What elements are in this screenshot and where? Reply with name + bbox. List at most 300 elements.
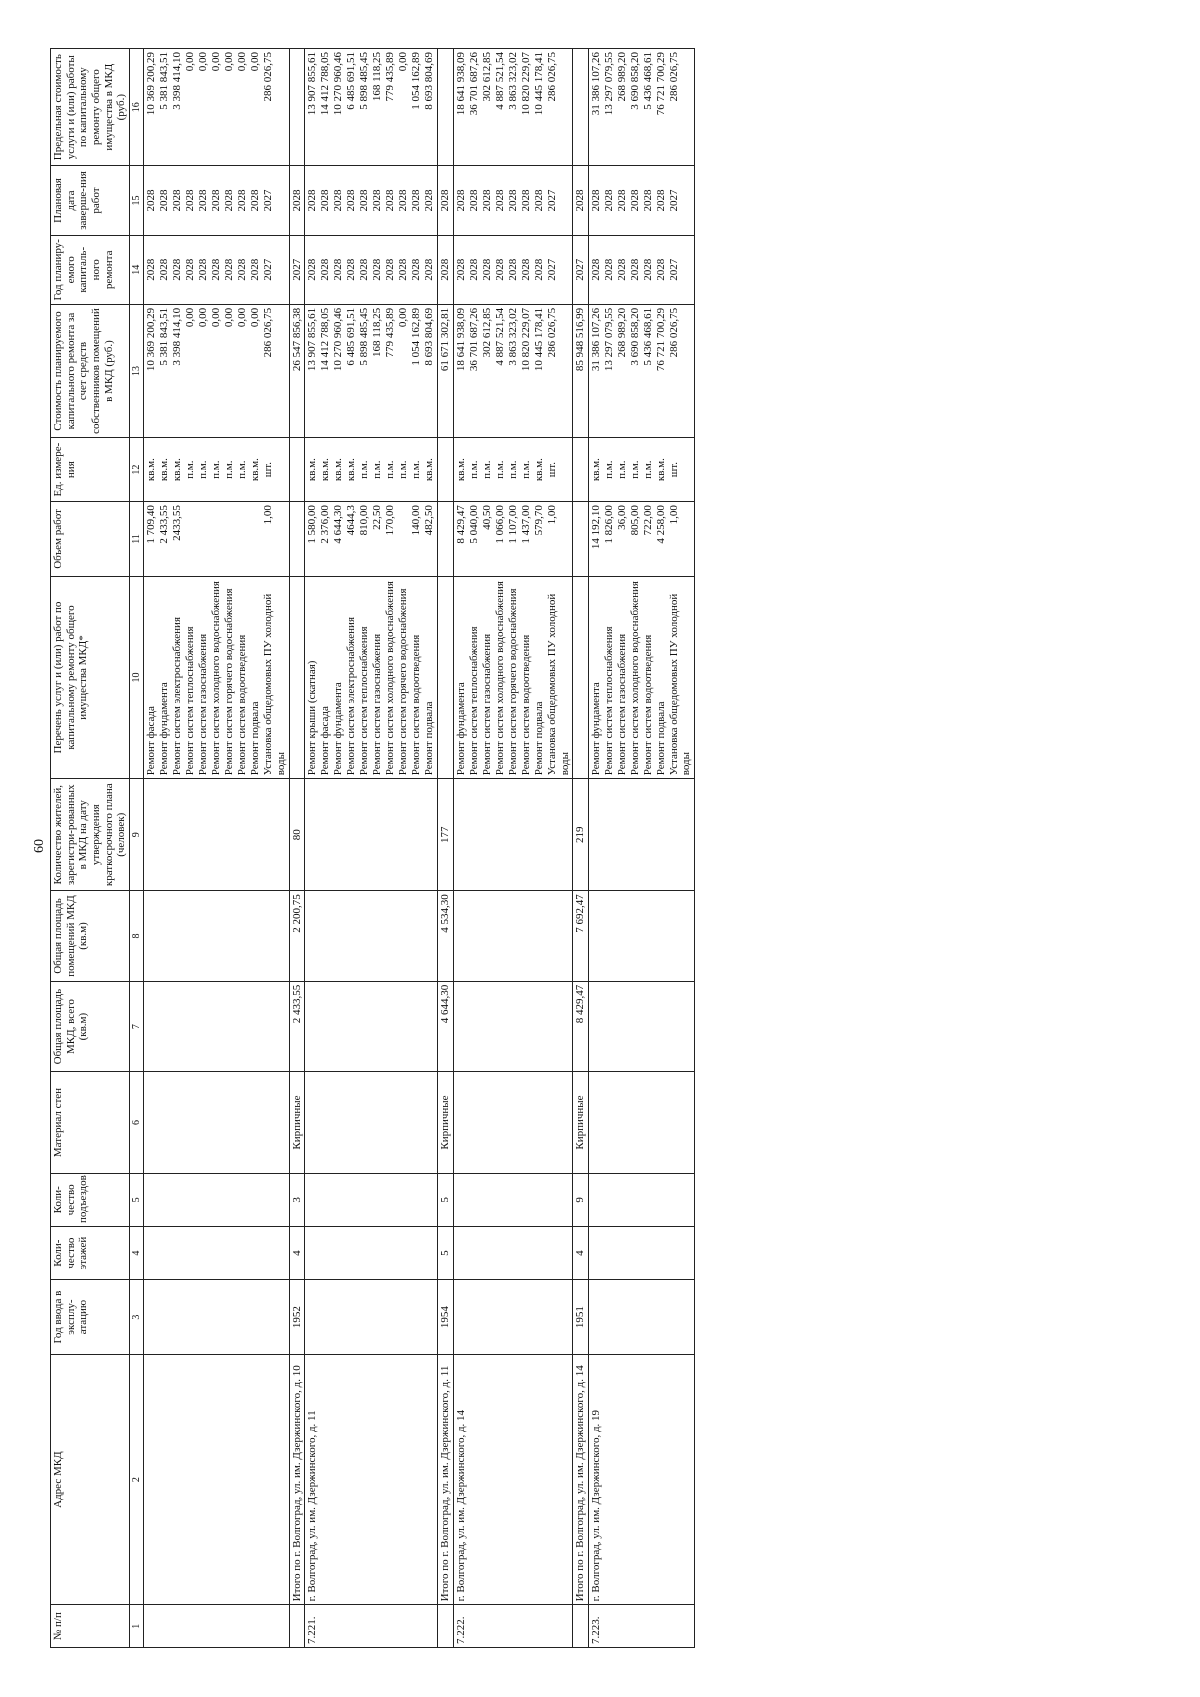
work-volume-line: 1 826,00: [602, 505, 615, 544]
header-cell: Плановая дата заверше-ния работ: [51, 166, 130, 235]
work-volume: [453, 502, 572, 577]
work-cost-line: 779 435,89: [384, 307, 397, 358]
repair-year-line: 2028: [506, 258, 519, 281]
empty-cell: [289, 502, 305, 577]
total-row: [289, 49, 305, 1648]
work-cost-line: 0,00: [197, 307, 210, 328]
limit-cost: [588, 49, 694, 166]
floors: 5: [438, 1226, 454, 1279]
work-item-line: Ремонт систем водоотведения: [519, 634, 532, 776]
work-volume-line: 1 107,00: [506, 505, 519, 544]
completion-date: [305, 166, 438, 235]
work-cost-line: 0,00: [223, 307, 236, 328]
work-item-line: Ремонт систем газоснабжения: [371, 633, 384, 776]
limit-cost-line: 302 612,85: [480, 52, 493, 102]
work-cost-line: 5 436 468,61: [641, 307, 654, 366]
work-item-line: Ремонт систем холодного водоснабжения: [210, 581, 223, 776]
work-item-line: Ремонт систем электроснабжения: [345, 617, 358, 776]
work-item: [305, 576, 438, 779]
empty-cell: [289, 49, 305, 166]
work-cost-line: 14 412 788,05: [319, 307, 332, 372]
column-number-row: [129, 49, 144, 1648]
work-unit-line: п.м.: [358, 460, 371, 479]
header-cell: Предельная стоимость услуги и (или) работы по капитальному ремонту общего имущества в МКД (руб.): [51, 49, 130, 166]
work-volume-line: [197, 505, 210, 573]
work-unit-line: шт.: [667, 462, 680, 478]
work-unit-line: шт.: [545, 462, 558, 478]
limit-cost: [305, 49, 438, 166]
work-volume-line: 36,00: [615, 505, 628, 530]
empty-cell: [438, 438, 454, 502]
completion-date-line: 2028: [306, 189, 319, 212]
work-cost: [144, 304, 289, 437]
repair-year-line: 2028: [480, 258, 493, 281]
completion-date-line: 2028: [397, 189, 410, 212]
completion-date-line: 2028: [654, 189, 667, 212]
column-number: 2: [129, 1354, 144, 1605]
empty-cell: [289, 438, 305, 502]
empty-cell: [588, 981, 694, 1072]
empty-cell: [453, 981, 572, 1072]
work-cost-line: 10 820 229,07: [519, 307, 532, 372]
total-row: [573, 49, 589, 1648]
limit-cost-line: 6 485 691,51: [345, 52, 358, 110]
wall-material: Кирпичные: [573, 1072, 589, 1173]
work-item-line: Ремонт систем теплоснабжения: [358, 626, 371, 776]
total-cost: 61 671 302,81: [438, 304, 454, 437]
premises-area: 7 692,47: [573, 891, 589, 982]
work-unit-line: п.м.: [210, 460, 223, 479]
completion-date-line: 2028: [371, 189, 384, 212]
work-volume-line: 4 258,00: [654, 505, 667, 544]
year-built: 1951: [573, 1280, 589, 1355]
work-volume: [305, 502, 438, 577]
completion-date-line: 2028: [319, 189, 332, 212]
work-volume-line: 1 066,00: [493, 505, 506, 544]
work-unit-line: кв.м.: [319, 458, 332, 482]
repair-year-line: 2028: [615, 258, 628, 281]
empty-cell: [573, 1605, 589, 1648]
completion-date-line: 2027: [667, 189, 680, 212]
work-cost-line: 286 026,75: [667, 307, 680, 358]
empty-cell: [588, 1072, 694, 1173]
header-cell: Коли-чество подъездов: [51, 1173, 130, 1226]
header-cell: Год планиру-емого капиталь-ного ремонта: [51, 235, 130, 304]
empty-cell: [144, 1280, 289, 1355]
work-item-line: Ремонт систем электроснабжения: [171, 617, 184, 776]
work-unit-line: п.м.: [410, 460, 423, 479]
premises-area: 4 534,30: [438, 891, 454, 982]
repair-year-line: 2028: [184, 258, 197, 281]
empty-cell: [588, 779, 694, 891]
repair-year-line: 2028: [628, 258, 641, 281]
empty-cell: [453, 1072, 572, 1173]
work-volume: [588, 502, 694, 577]
repair-year: [305, 235, 438, 304]
empty-cell: [588, 1226, 694, 1279]
work-unit-line: кв.м.: [249, 458, 262, 482]
address-block-row: [305, 49, 438, 1648]
repair-year: [588, 235, 694, 304]
work-unit-line: кв.м.: [306, 458, 319, 482]
residents: 177: [438, 779, 454, 891]
work-cost-line: 10 369 200,29: [145, 307, 158, 372]
capital-repair-table: [50, 48, 695, 1648]
completion-date-line: 2027: [545, 189, 558, 212]
repair-year-line: 2028: [319, 258, 332, 281]
repair-year-line: 2028: [410, 258, 423, 281]
repair-year-line: 2028: [641, 258, 654, 281]
work-volume-line: 1,00: [262, 505, 275, 525]
limit-cost-line: 779 435,89: [384, 52, 397, 102]
column-number: 12: [129, 438, 144, 502]
limit-cost-line: 10 445 178,41: [532, 52, 545, 116]
limit-cost-line: 3 863 323,02: [506, 52, 519, 110]
work-item-line: Ремонт систем теплоснабжения: [467, 626, 480, 776]
work-cost-line: 0,00: [210, 307, 223, 328]
column-number: 7: [129, 981, 144, 1072]
header-cell: Общая площадь МКД, всего (кв.м): [51, 981, 130, 1072]
work-volume-line: 579,70: [532, 505, 545, 536]
repair-year-line: 2028: [197, 258, 210, 281]
empty-cell: [305, 1072, 438, 1173]
work-cost-line: 168 118,25: [371, 307, 384, 358]
completion-date-line: 2027: [262, 189, 275, 212]
work-volume-line: [223, 505, 236, 573]
header-cell: Адрес МКД: [51, 1354, 130, 1605]
address: г. Волгоград, ул. им. Дзержинского, д. 14: [453, 1354, 572, 1605]
limit-cost-line: 5 436 468,61: [641, 52, 654, 110]
limit-cost-line: 18 641 938,09: [454, 52, 467, 116]
total-year: 2027: [289, 235, 305, 304]
completion-date-line: 2028: [480, 189, 493, 212]
repair-year-line: 2028: [332, 258, 345, 281]
total-area: 2 433,55: [289, 981, 305, 1072]
work-unit-line: п.м.: [384, 460, 397, 479]
work-item-line: Ремонт подвала: [249, 701, 262, 776]
work-cost-line: 10 445 178,41: [532, 307, 545, 372]
work-volume-line: 2 376,00: [319, 505, 332, 544]
column-number: 13: [129, 304, 144, 437]
work-volume-line: 14 192,10: [589, 505, 602, 550]
work-volume: [144, 502, 289, 577]
limit-cost-line: 14 412 788,05: [319, 52, 332, 116]
column-number: 10: [129, 576, 144, 779]
completion-date-line: 2028: [158, 189, 171, 212]
work-volume-line: 1 709,40: [145, 505, 158, 544]
header-cell: Коли-чество этажей: [51, 1226, 130, 1279]
work-unit: [144, 438, 289, 502]
work-item: [144, 576, 289, 779]
work-unit-line: п.м.: [615, 460, 628, 479]
work-volume-line: 1,00: [667, 505, 680, 525]
work-item-line: Ремонт систем теплоснабжения: [184, 626, 197, 776]
address-block-row: [144, 49, 289, 1648]
work-unit-line: п.м.: [493, 460, 506, 479]
repair-year-line: 2028: [371, 258, 384, 281]
address-block-row: [588, 49, 694, 1648]
work-item: [588, 576, 694, 779]
limit-cost-line: 10 369 200,29: [145, 52, 158, 116]
work-volume-line: [249, 505, 262, 573]
completion-date-line: 2028: [602, 189, 615, 212]
header-cell: Объем работ: [51, 502, 130, 577]
year-built: 1954: [438, 1280, 454, 1355]
empty-cell: [305, 1173, 438, 1226]
repair-year-line: 2028: [306, 258, 319, 281]
work-unit: [305, 438, 438, 502]
work-item-line: Ремонт фундамента: [158, 682, 171, 776]
header-cell: Перечень услуг и (или) работ по капитальному ремонту общего имущества МКД*: [51, 576, 130, 779]
work-cost-line: 13 907 855,61: [306, 307, 319, 372]
work-item-line: Ремонт систем газоснабжения: [480, 633, 493, 776]
empty-cell: [144, 891, 289, 982]
empty-cell: [453, 779, 572, 891]
work-unit: [588, 438, 694, 502]
completion-date: [588, 166, 694, 235]
year-built: 1952: [289, 1280, 305, 1355]
work-cost-line: 31 386 107,26: [589, 307, 602, 372]
work-volume-line: 810,00: [358, 505, 371, 536]
empty-cell: [305, 779, 438, 891]
limit-cost: [453, 49, 572, 166]
work-unit-line: кв.м.: [423, 458, 436, 482]
completion-date-line: 2028: [332, 189, 345, 212]
completion-date-line: 2028: [615, 189, 628, 212]
header-cell: № п/п: [51, 1605, 130, 1648]
work-cost-line: 0,00: [184, 307, 197, 328]
repair-year-line: 2028: [384, 258, 397, 281]
work-unit-line: п.м.: [602, 460, 615, 479]
page-number: 60: [32, 839, 47, 853]
completion-date-line: 2028: [171, 189, 184, 212]
work-item-line: Ремонт подвала: [532, 701, 545, 776]
empty-cell: [305, 891, 438, 982]
wall-material: Кирпичные: [438, 1072, 454, 1173]
empty-cell: [573, 438, 589, 502]
completion-date-line: 2028: [249, 189, 262, 212]
repair-year-line: 2028: [345, 258, 358, 281]
limit-cost-line: 0,00: [184, 52, 197, 72]
empty-cell: [144, 981, 289, 1072]
work-unit-line: кв.м.: [654, 458, 667, 482]
repair-year-line: 2028: [397, 258, 410, 281]
total-end: 2028: [289, 166, 305, 235]
limit-cost-line: 268 989,20: [615, 52, 628, 102]
empty-cell: [305, 981, 438, 1072]
completion-date-line: 2028: [384, 189, 397, 212]
work-unit-line: кв.м.: [158, 458, 171, 482]
work-cost-line: 6 485 691,51: [345, 307, 358, 366]
completion-date: [453, 166, 572, 235]
limit-cost-line: 0,00: [249, 52, 262, 72]
completion-date-line: 2028: [628, 189, 641, 212]
repair-year-line: 2028: [358, 258, 371, 281]
limit-cost-line: 8 693 804,69: [423, 52, 436, 110]
work-cost-line: 3 398 414,10: [171, 307, 184, 366]
repair-year-line: 2028: [602, 258, 615, 281]
repair-year-line: 2028: [236, 258, 249, 281]
repair-year-line: 2028: [210, 258, 223, 281]
work-unit-line: п.м.: [480, 460, 493, 479]
column-number: 14: [129, 235, 144, 304]
empty-cell: [573, 49, 589, 166]
limit-cost-line: 5 898 485,45: [358, 52, 371, 110]
wall-material: Кирпичные: [289, 1072, 305, 1173]
column-number: 5: [129, 1173, 144, 1226]
work-cost-line: 36 701 687,26: [467, 307, 480, 372]
repair-year-line: 2028: [171, 258, 184, 281]
work-item-line: Ремонт систем холодного водоснабжения: [493, 581, 506, 776]
limit-cost: [144, 49, 289, 166]
empty-cell: [438, 576, 454, 779]
work-cost-line: 4 887 521,54: [493, 307, 506, 366]
empty-cell: [144, 1173, 289, 1226]
work-cost-line: 5 898 485,45: [358, 307, 371, 366]
work-cost-line: 286 026,75: [262, 307, 275, 358]
work-volume-line: 4644,3: [345, 505, 358, 536]
work-volume-line: [236, 505, 249, 573]
repair-year-line: 2028: [519, 258, 532, 281]
repair-year-line: 2027: [667, 258, 680, 281]
repair-year-line: 2028: [493, 258, 506, 281]
work-unit-line: п.м.: [236, 460, 249, 479]
limit-cost-line: 10 820 229,07: [519, 52, 532, 116]
work-volume-line: [397, 505, 410, 573]
work-volume-line: 1 437,00: [519, 505, 532, 544]
work-item-line: Ремонт крыши (скатная): [306, 660, 319, 776]
total-area: 8 429,47: [573, 981, 589, 1072]
repair-year-line: 2027: [545, 258, 558, 281]
work-cost-line: 8 693 804,69: [423, 307, 436, 366]
work-cost-line: 10 270 960,46: [332, 307, 345, 372]
work-item: [453, 576, 572, 779]
total-year: 2028: [438, 235, 454, 304]
work-volume-line: 4 644,30: [332, 505, 345, 544]
repair-year-line: 2028: [454, 258, 467, 281]
header-cell: Количество жителей, зарегистри-рованных в МКД на дату утверждения краткосрочного плана (человек): [51, 779, 130, 891]
total-row: [438, 49, 454, 1648]
work-cost-line: 3 863 323,02: [506, 307, 519, 366]
empty-cell: [453, 891, 572, 982]
work-item-line: Ремонт систем горячего водоснабжения: [506, 588, 519, 776]
work-cost-line: 13 297 079,55: [602, 307, 615, 372]
entrances: 3: [289, 1173, 305, 1226]
column-number: 8: [129, 891, 144, 982]
work-unit-line: кв.м.: [171, 458, 184, 482]
limit-cost-line: 4 887 521,54: [493, 52, 506, 110]
limit-cost-line: 31 386 107,26: [589, 52, 602, 116]
header-cell: Год ввода в эксплу-атацию: [51, 1280, 130, 1355]
total-area: 4 644,30: [438, 981, 454, 1072]
header-cell: Ед. измере-ния: [51, 438, 130, 502]
work-unit-line: п.м.: [467, 460, 480, 479]
table-body: [144, 49, 695, 1648]
work-cost-line: 286 026,75: [545, 307, 558, 358]
work-item-line: Ремонт подвала: [423, 701, 436, 776]
completion-date-line: 2028: [423, 189, 436, 212]
completion-date-line: 2028: [532, 189, 545, 212]
work-unit-line: п.м.: [519, 460, 532, 479]
empty-cell: [588, 891, 694, 982]
work-volume-line: [210, 505, 223, 573]
work-cost-line: 0,00: [397, 307, 410, 328]
completion-date-line: 2028: [145, 189, 158, 212]
work-item-line: Ремонт систем газоснабжения: [615, 633, 628, 776]
row-number: 7.222.: [453, 1605, 572, 1648]
empty-cell: [305, 1280, 438, 1355]
header-cell: Общая площадь помещений МКД (кв.м): [51, 891, 130, 982]
limit-cost-line: 3 398 414,10: [171, 52, 184, 110]
work-item-line: Установка общедомовых ПУ холодной воды: [545, 593, 571, 776]
work-item-line: Ремонт фасада: [145, 706, 158, 776]
work-item-line: Ремонт систем холодного водоснабжения: [384, 581, 397, 776]
work-item-line: Ремонт систем водоотведения: [410, 634, 423, 776]
repair-year-line: 2028: [223, 258, 236, 281]
repair-year-line: 2028: [423, 258, 436, 281]
work-volume-line: 140,00: [410, 505, 423, 536]
completion-date: [144, 166, 289, 235]
completion-date-line: 2028: [236, 189, 249, 212]
header-row: [51, 49, 130, 1648]
header-cell: Материал стен: [51, 1072, 130, 1173]
rotated-table-sheet: [50, 48, 1160, 1648]
work-unit-line: кв.м.: [589, 458, 602, 482]
completion-date-line: 2028: [345, 189, 358, 212]
empty-cell: [588, 1173, 694, 1226]
work-item-line: Установка общедомовых ПУ холодной воды: [667, 593, 693, 776]
limit-cost-line: 13 297 079,55: [602, 52, 615, 116]
limit-cost-line: 0,00: [197, 52, 210, 72]
work-volume-line: 722,00: [641, 505, 654, 536]
repair-year-line: 2028: [654, 258, 667, 281]
residents: 219: [573, 779, 589, 891]
work-volume-line: 5 040,00: [467, 505, 480, 544]
work-volume-line: 1 580,00: [306, 505, 319, 544]
total-label: Итого по г. Волгоград, ул. им. Дзержинского, д. 11: [438, 1354, 454, 1605]
address: г. Волгоград, ул. им. Дзержинского, д. 19: [588, 1354, 694, 1605]
completion-date-line: 2028: [358, 189, 371, 212]
work-unit-line: п.м.: [397, 460, 410, 479]
work-unit-line: кв.м.: [454, 458, 467, 482]
work-unit-line: кв.м.: [345, 458, 358, 482]
work-item-line: Ремонт систем теплоснабжения: [602, 626, 615, 776]
limit-cost-line: 0,00: [210, 52, 223, 72]
empty-cell: [305, 1226, 438, 1279]
repair-year: [144, 235, 289, 304]
empty-cell: [289, 1605, 305, 1648]
work-cost-line: 268 989,20: [615, 307, 628, 358]
work-cost-line: 0,00: [249, 307, 262, 328]
limit-cost-line: 5 381 843,51: [158, 52, 171, 110]
floors: 4: [289, 1226, 305, 1279]
empty-cell: [453, 1173, 572, 1226]
limit-cost-line: 36 701 687,26: [467, 52, 480, 116]
total-end: 2028: [438, 166, 454, 235]
completion-date-line: 2028: [641, 189, 654, 212]
column-number: 1: [129, 1605, 144, 1648]
completion-date-line: 2028: [410, 189, 423, 212]
completion-date-line: 2028: [506, 189, 519, 212]
work-unit-line: п.м.: [506, 460, 519, 479]
header-cell: Стоимость планируемого капитального ремонта за счет средств собственников помещений в МКД (руб.): [51, 304, 130, 437]
repair-year-line: 2028: [467, 258, 480, 281]
limit-cost-line: 286 026,75: [667, 52, 680, 102]
work-unit-line: п.м.: [223, 460, 236, 479]
work-item-line: Ремонт фасада: [319, 706, 332, 776]
address: г. Волгоград, ул. им. Дзержинского, д. 11: [305, 1354, 438, 1605]
limit-cost-line: 0,00: [397, 52, 410, 72]
